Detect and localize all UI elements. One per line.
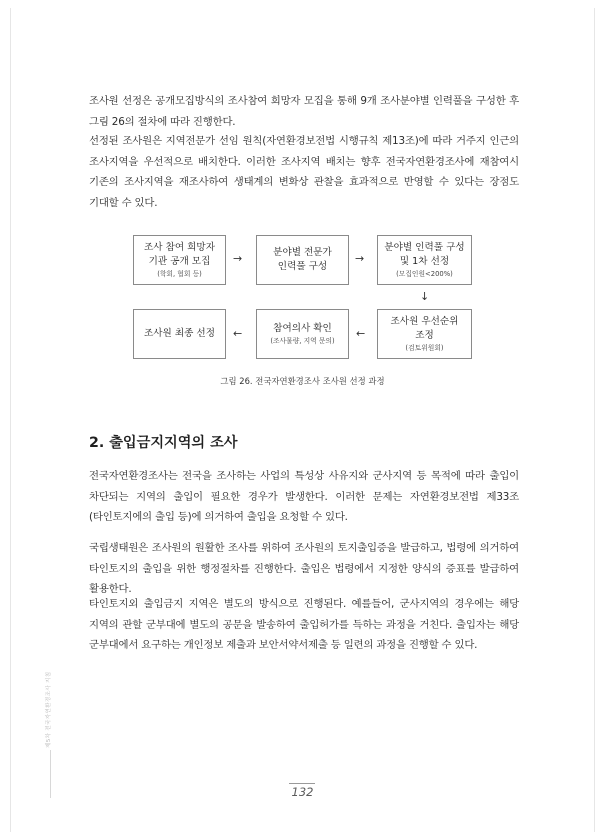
flow-step-confirm-participation-line1: 참여의사 확인 [273, 322, 332, 334]
flow-step-priority-adjust-line2: 조정 [415, 329, 434, 341]
flow-step-final-selection-line1: 조사원 최종 선정 [144, 328, 215, 339]
body-paragraph-5: 타인토지외 출입금지 지역은 별도의 방식으로 진행된다. 예를들어, 군사지역의 경우에는 해당 지역의 관할 군부대에 별도의 공문을 발송하여 출입허가를 득하는 과정을 거친다. 출입자는 해당 군부대에서 요구하는 개인정보 제출과 보안서약서제출 등 일련의 과정을 진행할 수 있다. [89, 598, 519, 651]
flow-step-expert-pool-line2: 인력풀 구성 [277, 261, 328, 272]
flow-step-priority-adjust-note: (검토위원회) [405, 343, 444, 352]
flow-step-expert-pool [256, 235, 349, 285]
side-running-title: 제5차 전국자연환경조사 지침 [46, 671, 52, 748]
flow-step-confirm-participation [256, 309, 349, 359]
flow-step-confirm-participation-note: (조사물량, 지역 문의) [270, 336, 335, 345]
right-arrow-icon: → [233, 252, 243, 265]
flow-step-recruitment-line2: 기관 공개 모집 [148, 255, 211, 267]
flow-step-recruitment-line1: 조사 참여 희망자 [144, 241, 215, 253]
flow-step-first-selection-line1: 분야별 인력풀 구성 [384, 241, 465, 253]
down-arrow-icon: ↓ [420, 290, 430, 303]
body-paragraph-3: 전국자연환경조사는 전국을 조사하는 사업의 특성상 사유지와 군사지역 등 목적에 따라 출입이 차단되는 지역의 출입이 필요한 경우가 발생한다. 이러한 문제는 자연환경보전법 제33조(타인토지에의 출입 등)에 의거하여 출입을 요청할 수 있다. [89, 470, 519, 523]
flow-step-priority-adjust [377, 309, 472, 359]
page-number-rule [289, 783, 315, 784]
figure-caption: 그림 26. 전국자연환경조사 조사원 선정 과정 [220, 376, 385, 386]
flow-step-first-selection [377, 235, 472, 285]
flow-step-expert-pool-line1: 분야별 전문가 [273, 247, 332, 258]
body-paragraph-1: 조사원 선정은 공개모집방식의 조사참여 희망자 모집을 통해 9개 조사분야별 인력풀을 구성한 후 그림 26의 절차에 따라 진행한다. [89, 95, 519, 128]
body-paragraph-4: 국립생태원은 조사원의 원활한 조사를 위하여 조사원의 토지출입증을 발급하고, 법령에 의거하여 타인토지의 출입을 위한 행정절차를 진행한다. 출입은 법령에서 지정한 양식의 증표를 발급하여 활용한다. [89, 542, 519, 595]
body-paragraph-2: 선정된 조사원은 지역전문가 선임 원칙(자연환경보전법 시행규칙 제13조)에 따라 거주지 인근의 조사지역을 우선적으로 배치한다. 이러한 조사지역 배치는 향후 전국자연환경조사에 재참여시 기존의 조사지역을 재조사하여 생태계의 변화상 관찰을 효과적으로 반영할 수 있다는 장점도 기대할 수 있다. [89, 135, 519, 209]
section-heading: 2. 출입금지지역의 조사 [89, 435, 238, 451]
left-arrow-icon: ← [233, 327, 243, 340]
flow-step-final-selection [133, 309, 226, 359]
flow-step-priority-adjust-line1: 조사원 우선순위 [390, 315, 459, 327]
right-arrow-icon: → [355, 252, 365, 265]
flow-step-recruitment-note: (학회, 협회 등) [157, 269, 202, 278]
page-number: 132 [291, 785, 314, 799]
flow-step-recruitment [133, 235, 226, 285]
left-arrow-icon: ← [356, 327, 366, 340]
flow-step-first-selection-note: (모집인원<200%) [396, 269, 453, 278]
flow-step-first-selection-line2: 및 1차 선정 [399, 255, 450, 267]
